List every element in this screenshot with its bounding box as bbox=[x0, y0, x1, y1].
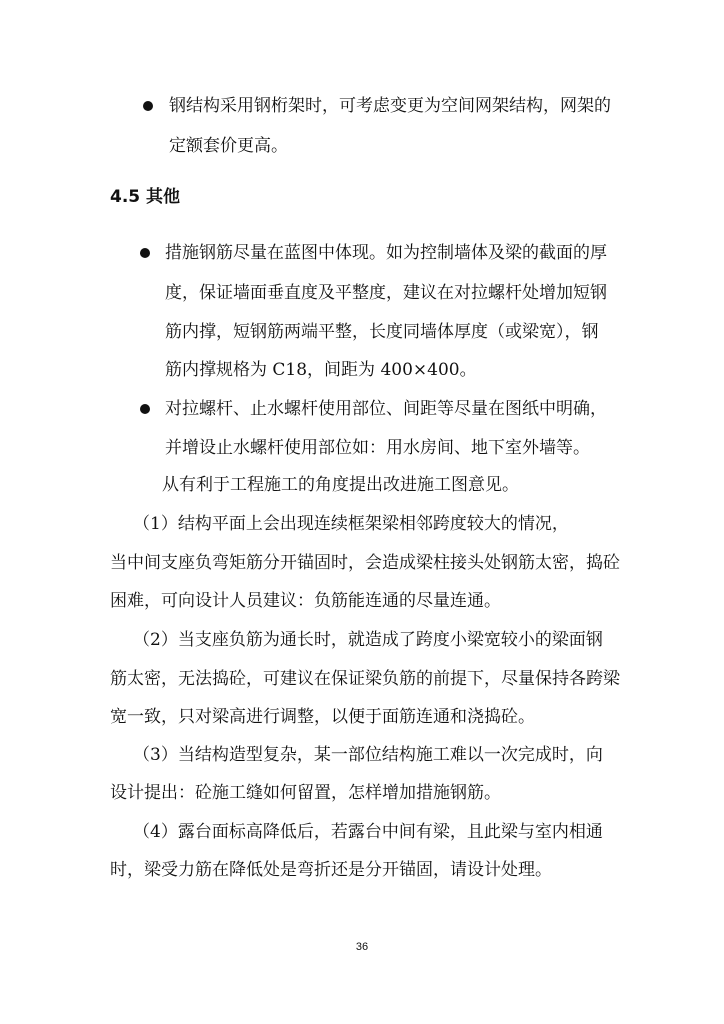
intro-paragraph: 从有利于工程施工的角度提出改进施工图意见。 bbox=[162, 475, 519, 495]
bullet-c-line-2: 并增设止水螺杆使用部位如：用水房间、地下室外墙等。 bbox=[165, 438, 590, 458]
item-1-line-3: 困难，可向设计人员建议：负筋能连通的尽量连通。 bbox=[110, 591, 501, 611]
bullet-b-line-4: 筋内撑规格为 C18，间距为 400×400。 bbox=[165, 360, 477, 380]
bullet-a-line-1: 钢结构采用钢桁架时，可考虑变更为空间网架结构，网架的 bbox=[169, 96, 611, 116]
item-2-line-2: 筋太密，无法捣砼，可建议在保证梁负筋的前提下，尽量保持各跨梁 bbox=[110, 669, 620, 689]
item-3-line-1: （3）当结构造型复杂，某一部位结构施工难以一次完成时，向 bbox=[133, 745, 603, 765]
bullet-dot bbox=[140, 248, 150, 258]
bullet-dot bbox=[140, 404, 150, 414]
page-number: 36 bbox=[355, 941, 369, 953]
bullet-b-line-3: 筋内撑，短钢筋两端平整，长度同墙体厚度（或梁宽），钢 bbox=[165, 322, 599, 342]
item-2-line-1: （2）当支座负筋为通长时，就造成了跨度小梁宽较小的梁面钢 bbox=[133, 630, 603, 650]
bullet-dot bbox=[143, 101, 153, 111]
bullet-c-line-1: 对拉螺杆、止水螺杆使用部位、间距等尽量在图纸中明确， bbox=[165, 399, 607, 419]
item-4-line-2: 时，梁受力筋在降低处是弯折还是分开锚固，请设计处理。 bbox=[110, 860, 552, 880]
section-heading: 4.5 其他 bbox=[110, 187, 181, 207]
item-3-line-2: 设计提出：砼施工缝如何留置，怎样增加措施钢筋。 bbox=[110, 783, 501, 803]
item-2-line-3: 宽一致，只对梁高进行调整，以便于面筋连通和浇捣砼。 bbox=[110, 707, 535, 727]
item-4-line-1: （4）露台面标高降低后，若露台中间有梁，且此梁与室内相通 bbox=[133, 822, 603, 842]
item-1-line-2: 当中间支座负弯矩筋分开锚固时，会造成梁柱接头处钢筋太密，捣砼 bbox=[110, 553, 620, 573]
item-1-line-1: （1）结构平面上会出现连续框架梁相邻跨度较大的情况， bbox=[133, 514, 569, 534]
bullet-b-line-2: 度，保证墙面垂直度及平整度，建议在对拉螺杆处增加短钢 bbox=[165, 283, 607, 303]
bullet-b-line-1: 措施钢筋尽量在蓝图中体现。如为控制墙体及梁的截面的厚 bbox=[165, 243, 607, 263]
bullet-a-line-2: 定额套价更高。 bbox=[169, 136, 288, 156]
